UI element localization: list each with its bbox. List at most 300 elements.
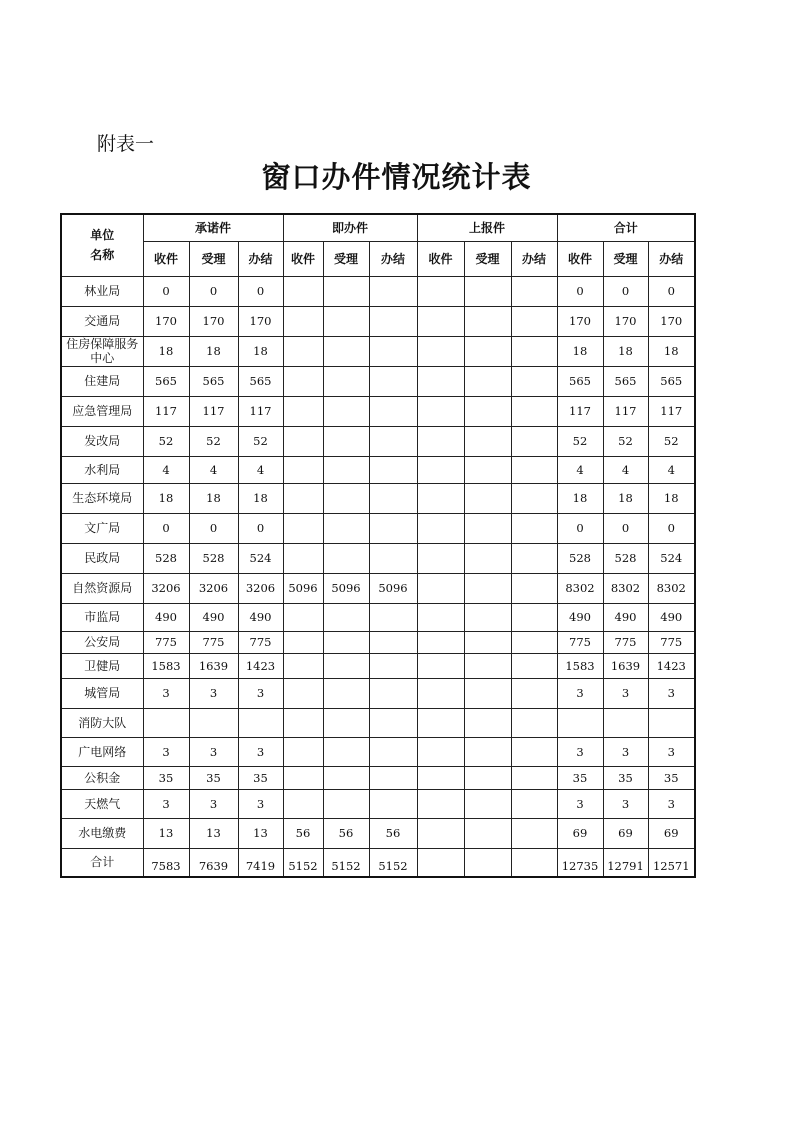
value-cell: 3: [648, 678, 695, 708]
value-cell: [143, 708, 189, 737]
value-cell: 0: [238, 276, 283, 306]
value-cell: [369, 543, 417, 573]
value-cell: 13: [189, 818, 238, 848]
value-cell: [283, 737, 323, 766]
subcolumn-header: 收件: [417, 241, 464, 276]
value-cell: 170: [603, 306, 648, 336]
table-row: [61, 653, 695, 678]
unit-name-cell: 民政局: [61, 543, 143, 573]
value-cell: [369, 631, 417, 653]
value-cell: 775: [557, 631, 603, 653]
unit-name-header: 单位 名称: [61, 214, 143, 276]
value-cell: 52: [238, 426, 283, 456]
value-cell: [417, 603, 464, 631]
table-row: [61, 603, 695, 631]
value-cell: [464, 603, 511, 631]
value-cell: 5152: [323, 848, 369, 877]
value-cell: [511, 603, 557, 631]
value-cell: [417, 426, 464, 456]
value-cell: [464, 513, 511, 543]
value-cell: [323, 396, 369, 426]
value-cell: [369, 766, 417, 789]
group-header: 合计: [557, 214, 695, 241]
unit-name-cell: 水电缴费: [61, 818, 143, 848]
value-cell: 3: [648, 789, 695, 818]
unit-name-cell: 文广局: [61, 513, 143, 543]
value-cell: [417, 848, 464, 877]
value-cell: [464, 336, 511, 366]
subcolumn-header: 受理: [323, 241, 369, 276]
value-cell: [283, 276, 323, 306]
value-cell: [464, 631, 511, 653]
value-cell: [323, 426, 369, 456]
value-cell: 18: [238, 336, 283, 366]
value-cell: 775: [238, 631, 283, 653]
value-cell: [189, 708, 238, 737]
unit-name-cell: 广电网络: [61, 737, 143, 766]
value-cell: 69: [648, 818, 695, 848]
value-cell: 18: [238, 483, 283, 513]
value-cell: 3: [557, 737, 603, 766]
value-cell: [369, 276, 417, 306]
value-cell: 56: [323, 818, 369, 848]
value-cell: [511, 708, 557, 737]
unit-name-cell: 天燃气: [61, 789, 143, 818]
value-cell: 117: [189, 396, 238, 426]
unit-name-cell: 卫健局: [61, 653, 143, 678]
subcolumn-header: 办结: [511, 241, 557, 276]
value-cell: 5096: [369, 573, 417, 603]
unit-name-cell: 自然资源局: [61, 573, 143, 603]
value-cell: 528: [603, 543, 648, 573]
value-cell: 565: [648, 366, 695, 396]
table-row: [61, 366, 695, 396]
value-cell: 565: [603, 366, 648, 396]
value-cell: [369, 483, 417, 513]
value-cell: 4: [238, 456, 283, 483]
value-cell: 117: [648, 396, 695, 426]
value-cell: 565: [557, 366, 603, 396]
total-row: [61, 848, 695, 877]
value-cell: 528: [189, 543, 238, 573]
value-cell: [464, 737, 511, 766]
value-cell: [283, 543, 323, 573]
value-cell: [283, 678, 323, 708]
value-cell: [417, 276, 464, 306]
value-cell: [511, 366, 557, 396]
value-cell: 12571: [648, 848, 695, 877]
value-cell: [283, 789, 323, 818]
value-cell: [283, 513, 323, 543]
value-cell: 0: [648, 276, 695, 306]
subcolumn-header: 受理: [603, 241, 648, 276]
value-cell: [417, 678, 464, 708]
value-cell: [323, 276, 369, 306]
unit-name-cell: 住建局: [61, 366, 143, 396]
table-row: [61, 426, 695, 456]
value-cell: 0: [238, 513, 283, 543]
value-cell: [369, 306, 417, 336]
value-cell: [511, 573, 557, 603]
unit-name-cell: 交通局: [61, 306, 143, 336]
value-cell: 490: [557, 603, 603, 631]
value-cell: [323, 336, 369, 366]
unit-name-cell: 公安局: [61, 631, 143, 653]
value-cell: 8302: [603, 573, 648, 603]
table-row: [61, 789, 695, 818]
value-cell: 3: [648, 737, 695, 766]
value-cell: 18: [603, 483, 648, 513]
value-cell: [464, 708, 511, 737]
value-cell: [283, 336, 323, 366]
value-cell: 18: [603, 336, 648, 366]
value-cell: 4: [557, 456, 603, 483]
value-cell: [369, 678, 417, 708]
table-row: [61, 276, 695, 306]
value-cell: 3: [238, 789, 283, 818]
subcolumn-header: 办结: [238, 241, 283, 276]
value-cell: 4: [648, 456, 695, 483]
value-cell: [323, 631, 369, 653]
unit-name-cell: 水利局: [61, 456, 143, 483]
value-cell: [283, 708, 323, 737]
value-cell: [511, 653, 557, 678]
value-cell: 69: [557, 818, 603, 848]
value-cell: 117: [143, 396, 189, 426]
value-cell: [369, 513, 417, 543]
unit-name-cell: 消防大队: [61, 708, 143, 737]
value-cell: 524: [648, 543, 695, 573]
value-cell: 56: [283, 818, 323, 848]
value-cell: 3: [238, 678, 283, 708]
value-cell: [323, 456, 369, 483]
value-cell: [283, 603, 323, 631]
value-cell: 5096: [323, 573, 369, 603]
unit-name-cell: 合计: [61, 848, 143, 877]
value-cell: [417, 818, 464, 848]
value-cell: 117: [603, 396, 648, 426]
value-cell: 7583: [143, 848, 189, 877]
value-cell: 35: [648, 766, 695, 789]
value-cell: 52: [557, 426, 603, 456]
value-cell: 490: [143, 603, 189, 631]
value-cell: [464, 766, 511, 789]
value-cell: [323, 653, 369, 678]
value-cell: 12735: [557, 848, 603, 877]
value-cell: 490: [603, 603, 648, 631]
table-row: [61, 766, 695, 789]
value-cell: [511, 336, 557, 366]
value-cell: 3: [143, 789, 189, 818]
unit-name-cell: 应急管理局: [61, 396, 143, 426]
value-cell: 3206: [189, 573, 238, 603]
value-cell: [464, 573, 511, 603]
value-cell: 69: [603, 818, 648, 848]
value-cell: [464, 653, 511, 678]
value-cell: [283, 306, 323, 336]
value-cell: 3: [603, 678, 648, 708]
value-cell: [323, 678, 369, 708]
value-cell: [238, 708, 283, 737]
value-cell: 3: [143, 737, 189, 766]
value-cell: [603, 708, 648, 737]
value-cell: [511, 306, 557, 336]
value-cell: 0: [189, 276, 238, 306]
value-cell: [511, 737, 557, 766]
value-cell: 4: [143, 456, 189, 483]
value-cell: 170: [143, 306, 189, 336]
value-cell: 35: [189, 766, 238, 789]
value-cell: 18: [648, 336, 695, 366]
table-row: [61, 543, 695, 573]
value-cell: [369, 426, 417, 456]
value-cell: [464, 543, 511, 573]
value-cell: 52: [143, 426, 189, 456]
value-cell: 35: [557, 766, 603, 789]
value-cell: 7639: [189, 848, 238, 877]
value-cell: 1423: [648, 653, 695, 678]
value-cell: 8302: [557, 573, 603, 603]
annex-label: 附表一: [97, 133, 155, 155]
value-cell: [511, 818, 557, 848]
value-cell: [511, 766, 557, 789]
table-row: [61, 573, 695, 603]
value-cell: [283, 396, 323, 426]
value-cell: 3: [603, 789, 648, 818]
value-cell: 524: [238, 543, 283, 573]
value-cell: 13: [238, 818, 283, 848]
value-cell: [283, 456, 323, 483]
value-cell: 170: [648, 306, 695, 336]
value-cell: 3206: [238, 573, 283, 603]
value-cell: [511, 789, 557, 818]
value-cell: [283, 483, 323, 513]
unit-name-cell: 生态环境局: [61, 483, 143, 513]
value-cell: 18: [557, 483, 603, 513]
value-cell: 4: [189, 456, 238, 483]
value-cell: 18: [143, 483, 189, 513]
value-cell: 528: [557, 543, 603, 573]
value-cell: 565: [189, 366, 238, 396]
table-row: [61, 336, 695, 366]
value-cell: 35: [238, 766, 283, 789]
value-cell: [323, 513, 369, 543]
value-cell: [464, 848, 511, 877]
value-cell: [417, 543, 464, 573]
value-cell: [283, 653, 323, 678]
value-cell: 5096: [283, 573, 323, 603]
value-cell: 35: [603, 766, 648, 789]
value-cell: 5152: [283, 848, 323, 877]
value-cell: [511, 483, 557, 513]
value-cell: [369, 366, 417, 396]
subcolumn-header: 收件: [143, 241, 189, 276]
table-row: [61, 708, 695, 737]
value-cell: [511, 426, 557, 456]
value-cell: 0: [143, 513, 189, 543]
value-cell: 117: [557, 396, 603, 426]
unit-name-cell: 林业局: [61, 276, 143, 306]
value-cell: [511, 631, 557, 653]
value-cell: 565: [238, 366, 283, 396]
value-cell: [417, 513, 464, 543]
value-cell: 3: [557, 789, 603, 818]
value-cell: 1423: [238, 653, 283, 678]
value-cell: 490: [238, 603, 283, 631]
value-cell: 490: [189, 603, 238, 631]
value-cell: [648, 708, 695, 737]
value-cell: [417, 766, 464, 789]
table-row: [61, 513, 695, 543]
value-cell: [417, 573, 464, 603]
value-cell: 170: [189, 306, 238, 336]
value-cell: [369, 396, 417, 426]
value-cell: [511, 513, 557, 543]
value-cell: 0: [603, 513, 648, 543]
value-cell: 5152: [369, 848, 417, 877]
value-cell: 35: [143, 766, 189, 789]
value-cell: 3: [238, 737, 283, 766]
value-cell: [369, 737, 417, 766]
value-cell: 18: [648, 483, 695, 513]
subcolumn-header: 受理: [189, 241, 238, 276]
value-cell: [323, 543, 369, 573]
table-row: [61, 678, 695, 708]
value-cell: 0: [143, 276, 189, 306]
value-cell: [417, 631, 464, 653]
value-cell: [511, 543, 557, 573]
value-cell: 18: [189, 336, 238, 366]
value-cell: [417, 653, 464, 678]
unit-name-cell: 住房保障服务中心: [61, 336, 143, 366]
value-cell: 490: [648, 603, 695, 631]
value-cell: 775: [189, 631, 238, 653]
value-cell: 52: [189, 426, 238, 456]
value-cell: [511, 396, 557, 426]
value-cell: [417, 483, 464, 513]
value-cell: [511, 848, 557, 877]
value-cell: [417, 456, 464, 483]
value-cell: 0: [603, 276, 648, 306]
value-cell: [511, 276, 557, 306]
group-header: 上报件: [417, 214, 557, 241]
value-cell: 52: [648, 426, 695, 456]
value-cell: 775: [143, 631, 189, 653]
value-cell: 18: [189, 483, 238, 513]
value-cell: [464, 678, 511, 708]
page-title: 窗口办件情况统计表: [261, 160, 532, 194]
value-cell: 18: [557, 336, 603, 366]
value-cell: 3: [143, 678, 189, 708]
value-cell: [283, 766, 323, 789]
value-cell: 775: [648, 631, 695, 653]
value-cell: [369, 789, 417, 818]
value-cell: 3206: [143, 573, 189, 603]
value-cell: 775: [603, 631, 648, 653]
group-header: 即办件: [283, 214, 417, 241]
value-cell: 0: [557, 276, 603, 306]
value-cell: [417, 306, 464, 336]
table-row: [61, 396, 695, 426]
value-cell: 52: [603, 426, 648, 456]
value-cell: [464, 818, 511, 848]
value-cell: [464, 396, 511, 426]
value-cell: 13: [143, 818, 189, 848]
value-cell: [369, 708, 417, 737]
value-cell: [323, 708, 369, 737]
value-cell: 1583: [557, 653, 603, 678]
value-cell: [283, 426, 323, 456]
value-cell: 0: [648, 513, 695, 543]
value-cell: [557, 708, 603, 737]
value-cell: [369, 603, 417, 631]
value-cell: [323, 737, 369, 766]
table-row: [61, 306, 695, 336]
value-cell: [369, 456, 417, 483]
statistics-table: [60, 213, 696, 878]
value-cell: 1639: [189, 653, 238, 678]
value-cell: [323, 603, 369, 631]
table-row: [61, 818, 695, 848]
value-cell: [417, 366, 464, 396]
value-cell: [464, 483, 511, 513]
value-cell: 0: [189, 513, 238, 543]
value-cell: 7419: [238, 848, 283, 877]
value-cell: 3: [189, 789, 238, 818]
value-cell: [323, 306, 369, 336]
table-row: [61, 456, 695, 483]
value-cell: [323, 766, 369, 789]
value-cell: 117: [238, 396, 283, 426]
value-cell: [417, 737, 464, 766]
unit-name-cell: 城管局: [61, 678, 143, 708]
value-cell: 3: [189, 678, 238, 708]
value-cell: 8302: [648, 573, 695, 603]
group-header: 承诺件: [143, 214, 283, 241]
value-cell: [369, 336, 417, 366]
subcolumn-header: 收件: [283, 241, 323, 276]
value-cell: [417, 396, 464, 426]
table-row: [61, 483, 695, 513]
subcolumn-header: 办结: [369, 241, 417, 276]
value-cell: 12791: [603, 848, 648, 877]
value-cell: 3: [603, 737, 648, 766]
value-cell: 1639: [603, 653, 648, 678]
value-cell: 1583: [143, 653, 189, 678]
unit-name-cell: 发改局: [61, 426, 143, 456]
value-cell: [283, 631, 323, 653]
value-cell: 170: [238, 306, 283, 336]
unit-name-cell: 市监局: [61, 603, 143, 631]
value-cell: [464, 366, 511, 396]
value-cell: 565: [143, 366, 189, 396]
value-cell: 3: [557, 678, 603, 708]
value-cell: [283, 366, 323, 396]
value-cell: [464, 306, 511, 336]
table-row: [61, 737, 695, 766]
value-cell: [417, 789, 464, 818]
subcolumn-header: 受理: [464, 241, 511, 276]
unit-name-cell: 公积金: [61, 766, 143, 789]
value-cell: [323, 789, 369, 818]
value-cell: [323, 483, 369, 513]
value-cell: [417, 708, 464, 737]
value-cell: [369, 653, 417, 678]
value-cell: [511, 678, 557, 708]
value-cell: [464, 276, 511, 306]
value-cell: 3: [189, 737, 238, 766]
value-cell: 56: [369, 818, 417, 848]
